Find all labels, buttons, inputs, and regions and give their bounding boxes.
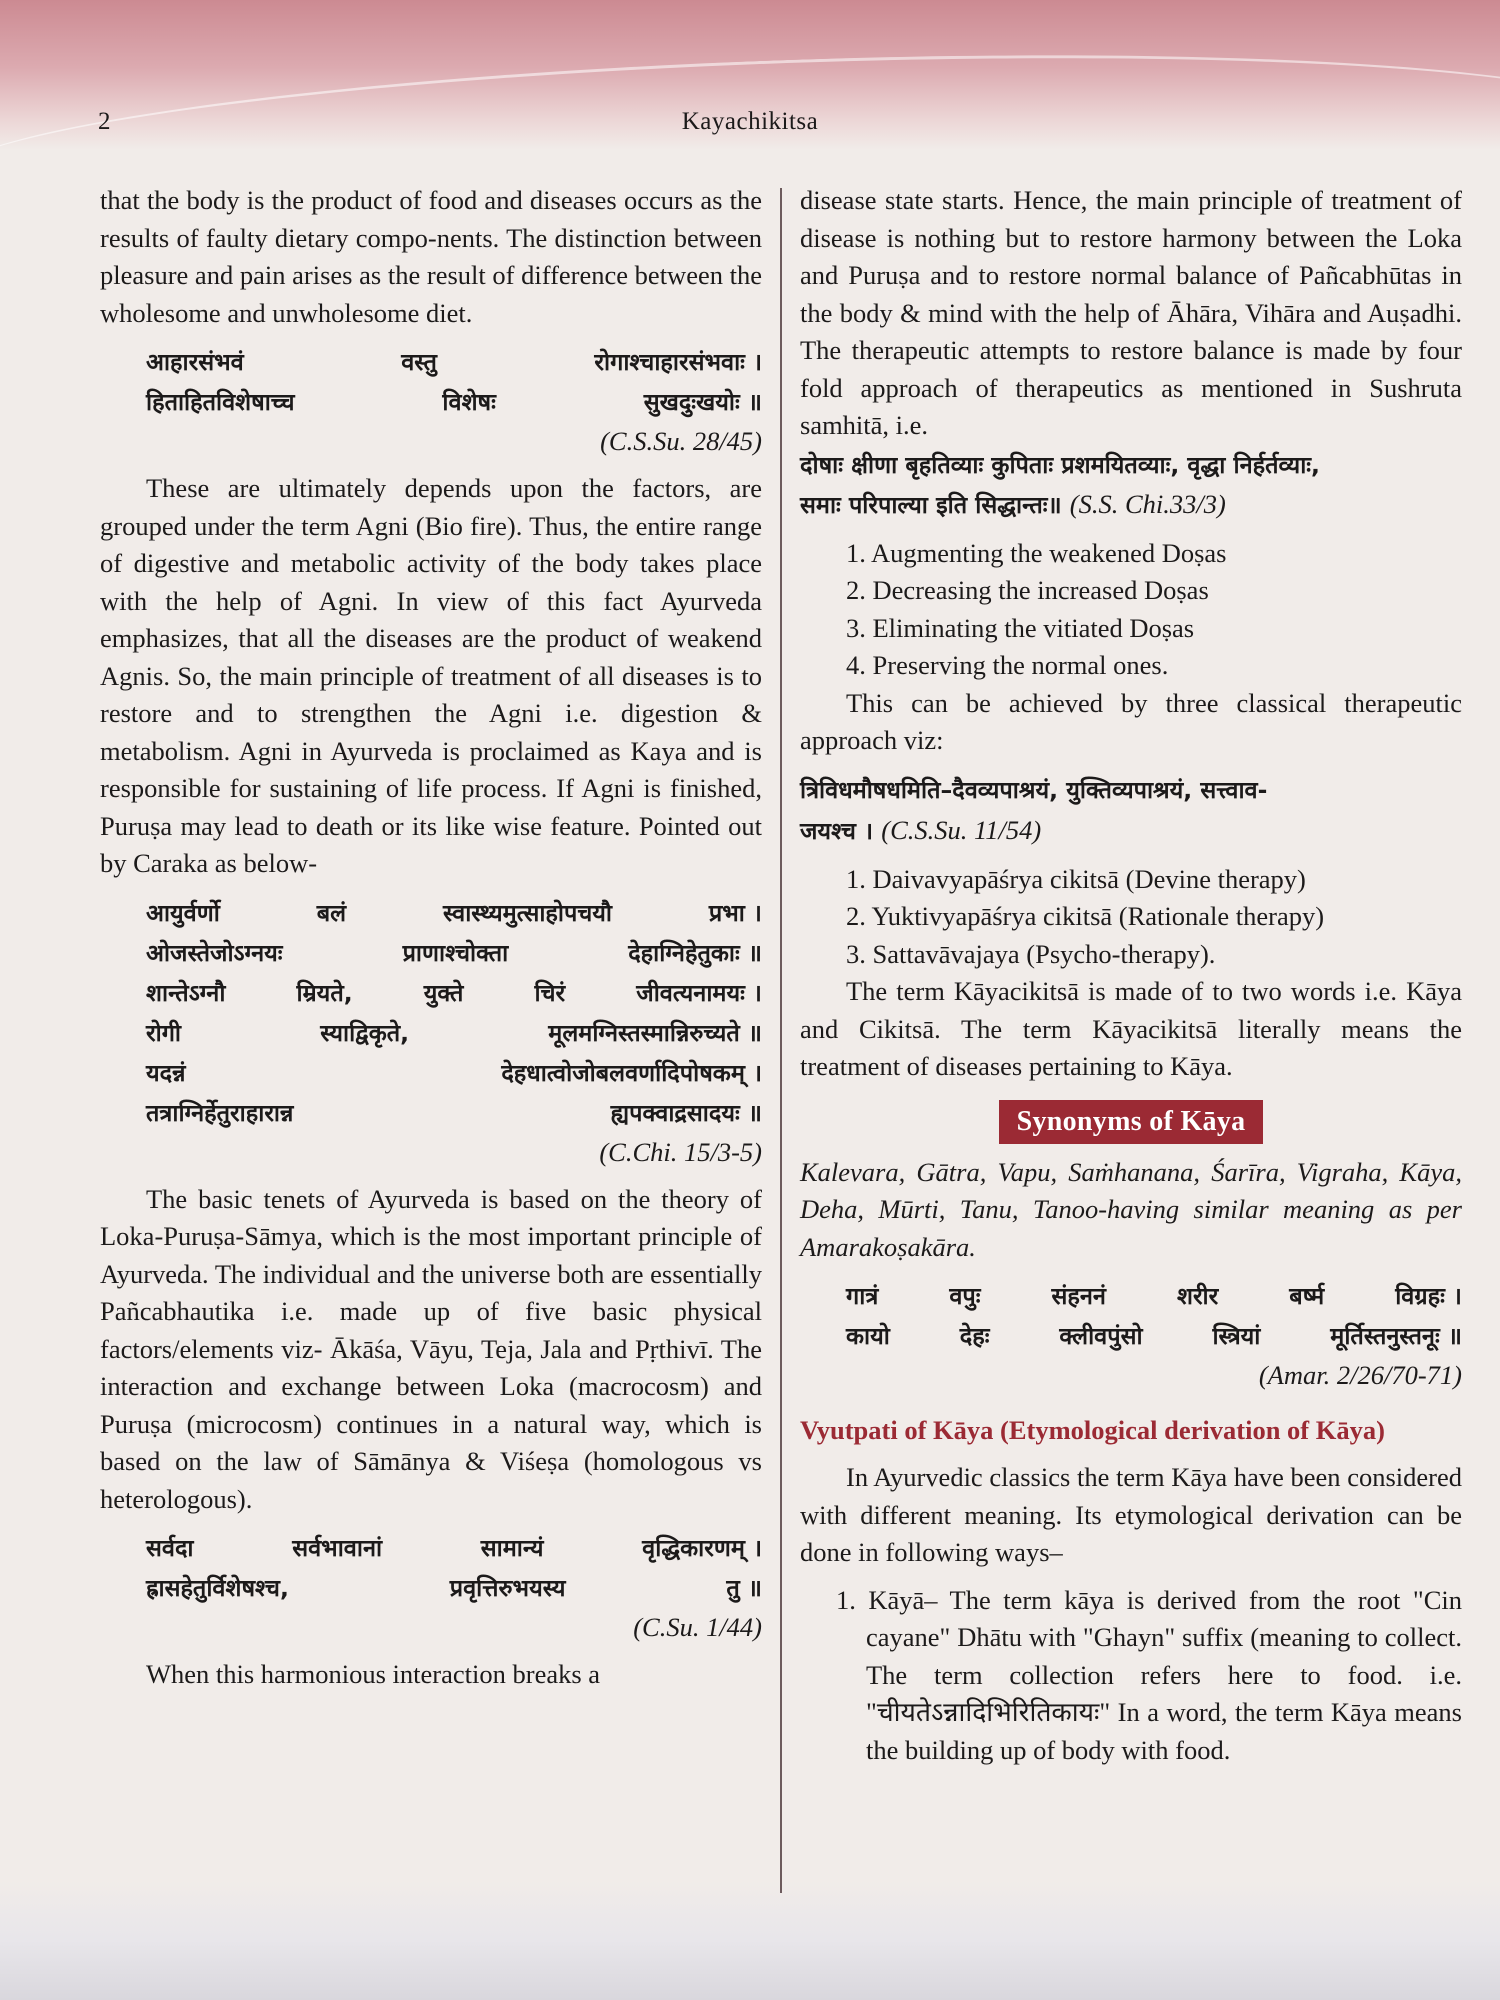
right-column <box>800 182 1462 1769</box>
subheading: Vyutpati of Kāya (Etymological derivation of Kāya) <box>800 1415 1385 1445</box>
verse-line: रोगी स्याद्विकृते, मूलमग्निस्तस्मान्निरुच्यते ॥ <box>146 1018 762 1047</box>
verse-line: तत्राग्निर्हेतुराहारान्न ह्यपक्वाद्रसादयः ॥ <box>146 1098 762 1127</box>
verse-line: यदन्नं देहधात्वोजोबलवर्णादिपोषकम् । <box>146 1058 762 1087</box>
left-column <box>100 182 762 1694</box>
paragraph: disease state starts. Hence, the main principle of treatment of disease is nothing but to restore harmony between the Loka and Puruṣa and to restore normal balance of Pañcabhūtas in the body & mind with the help of Āhāra, Vihāra and Auṣadhi. The therapeutic attempts to restore balance is made by four fold approach of therapeutics as mentioned in Sushruta samhitā, i.e. <box>800 185 1462 440</box>
paragraph: These are ultimately depends upon the factors, are grouped under the term Agni (Bio fire). Thus, the entire range of digestive and metabolic activity of the body takes place with the help of Agni. In view of this fact Ayurveda emphasizes, that all the diseases are the product of weakend Agnis. So, the main principle of treatment of all diseases is to restore and to strengthen the Agni i.e. digestion & metabolism. Agni in Ayurveda is proclaimed as Kaya and is responsible for sustaining of life process. If Agni is finished, Puruṣa may lead to death or its like wise feature. Pointed out by Caraka as below- <box>100 473 762 878</box>
verse-line: शान्तेऽग्नौ म्रियते, युक्ते चिरं जीवत्यनामयः । <box>146 978 762 1007</box>
section-heading-box: Synonyms of Kāya <box>999 1100 1264 1144</box>
running-title: Kayachikitsa <box>681 108 819 135</box>
paragraph: In Ayurvedic classics the term Kāya have been considered with different meaning. Its etymological derivation can be done in following ways– <box>800 1462 1462 1567</box>
sanskrit-verse <box>800 1276 1462 1356</box>
paragraph: The term Kāyacikitsā is made of to two words i.e. Kāya and Cikitsā. The term Kāyacikitsā literally means the treatment of diseases pertaining to Kāya. <box>800 976 1462 1081</box>
sanskrit-verse <box>800 770 1462 851</box>
column-divider <box>780 188 782 1893</box>
verse-line: हिताहितविशेषाच्च विशेषः सुखदुःखयोः ॥ <box>146 388 762 416</box>
verse-line: जयश्च । (C.S.Su. 11/54) <box>800 814 1042 845</box>
paragraph: that the body is the product of food and diseases occurs as the results of faulty dietary compo-nents. The distinction between pleasure and pain arises as the result of difference between the wholesome and unwholesome diet. <box>100 185 762 328</box>
list-item: 3. Sattavāvajaya (Psycho-therapy). <box>846 938 1216 969</box>
verse-line: कायो देहः क्लीवपुंसो स्त्रियां मूर्तिस्तनुस्तनूः ॥ <box>846 1322 1462 1350</box>
verse-line: समाः परिपाल्या इति सिद्धान्तः॥ (S.S. Chi.33/3) <box>800 488 1226 519</box>
paragraph: 1. Kāyā– The term kāya is derived from the root "Cin cayane" Dhātu with "Ghayn" suffix (meaning to collect. The term collection refers here to food. i.e. "चीयतेऽन्नादिभिरितिकायः" In a word, the term Kāya means the building up of body with food. <box>836 1584 1462 1765</box>
therapy-list <box>800 861 1462 974</box>
verse-line: ओजस्तेजोऽग्नयः प्राणाश्चोक्ता देहाग्निहेतुकाः ॥ <box>146 938 762 967</box>
section-heading-wrap <box>800 1100 1462 1144</box>
verse-line: आहारसंभवं वस्तु रोगाश्चाहारसंभवाः । <box>146 348 762 376</box>
verse-reference: (C.Chi. 15/3-5) <box>599 1136 762 1167</box>
page-number: 2 <box>98 108 111 135</box>
verse-line: सर्वदा सर्वभावानां सामान्यं वृद्धिकारणम् । <box>146 1534 762 1562</box>
sanskrit-verse <box>800 445 1462 525</box>
footer-band <box>0 1880 1500 2000</box>
verse-reference: (C.Su. 1/44) <box>633 1612 762 1642</box>
verse-reference: (S.S. Chi.33/3) <box>1069 488 1226 519</box>
list-item: 2. Decreasing the increased Doṣas <box>846 575 1209 605</box>
verse-line: दोषाः क्षीणा बृहतिव्याः कुपिताः प्रशमयितव्याः, वृद्धा निर्हर्तव्याः, <box>800 450 1320 479</box>
paragraph: Kalevara, Gātra, Vapu, Saṁhanana, Śarīra, Vigraha, Kāya, Deha, Mūrti, Tanu, Tanoo-having similar meaning as per Amarakoṣakāra. <box>800 1156 1462 1262</box>
verse-reference: (C.S.Su. 28/45) <box>600 426 762 456</box>
list-item: 1. Augmenting the weakened Doṣas <box>846 537 1227 568</box>
sanskrit-verse <box>100 1528 762 1608</box>
paragraph: When this harmonious interaction breaks a <box>146 1659 601 1689</box>
verse-line: गात्रं वपुः संहननं शरीर बर्ष्म विग्रहः । <box>846 1282 1462 1310</box>
verse-reference: (C.S.Su. 11/54) <box>881 814 1042 845</box>
treatment-list <box>800 535 1462 685</box>
sanskrit-verse <box>100 893 762 1133</box>
paragraph: This can be achieved by three classical therapeutic approach viz: <box>800 687 1462 755</box>
paragraph: The basic tenets of Ayurveda is based on the theory of Loka-Puruṣa-Sāmya, which is the most important principle of Ayurveda. The individual and the universe both are essentially Pañcabhautika i.e. made up of five basic physical factors/elements viz- Ākāśa, Vāyu, Teja, Jala and Pṛthivī. The interaction and exchange between Loka (macrocosm) and Puruṣa (microcosm) continues in a natural way, which is based on the law of Sāmānya & Viśeṣa (homologous vs heterologous). <box>100 1183 762 1514</box>
list-item: 3. Eliminating the vitiated Doṣas <box>846 612 1195 643</box>
list-item: 1. Daivavyapāśrya cikitsā (Devine therapy) <box>846 863 1306 894</box>
verse-reference: (Amar. 2/26/70-71) <box>1258 1360 1462 1390</box>
sanskrit-verse <box>100 342 762 422</box>
verse-line: त्रिविधमौषधमिति–दैवव्यपाश्रयं, युक्तिव्यपाश्रयं, सत्त्वाव- <box>800 775 1268 804</box>
list-item: 4. Preserving the normal ones. <box>846 650 1169 680</box>
verse-line: ह्रासहेतुर्विशेषश्च, प्रवृत्तिरुभयस्य तु ॥ <box>146 1574 762 1602</box>
verse-line: आयुर्वर्णो बलं स्वास्थ्यमुत्साहोपचयौ प्रभा । <box>146 898 762 927</box>
list-item: 2. Yuktivyapāśrya cikitsā (Rationale therapy) <box>846 901 1325 931</box>
